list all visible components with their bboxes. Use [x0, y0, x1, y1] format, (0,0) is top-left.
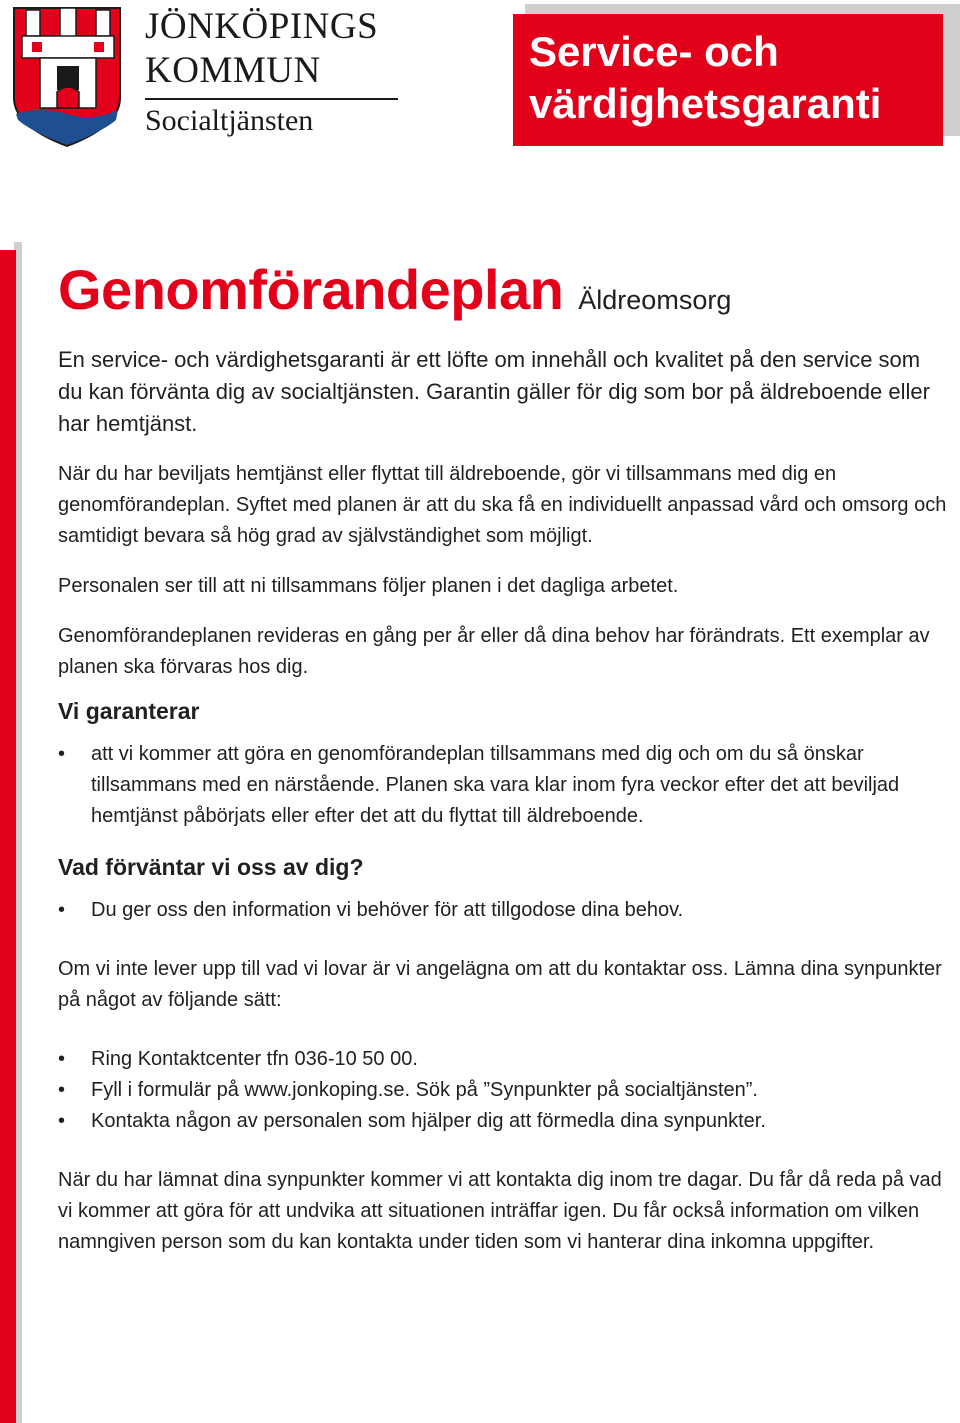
- title-main: Genomförandeplan: [58, 258, 564, 321]
- badge-text: [529, 26, 881, 130]
- list-item: • Fyll i formulär på www.jonkoping.se. Sök på ”Synpunkter på socialtjänsten”.: [58, 1075, 948, 1106]
- logo-line-kommun: KOMMUN: [145, 50, 321, 91]
- feedback-list: [58, 1044, 948, 1137]
- list-item: • Kontakta någon av personalen som hjälper dig att förmedla dina synpunkter.: [58, 1106, 948, 1137]
- bullet-icon: •: [58, 899, 66, 921]
- list-item: • att vi kommer att göra en genomförandeplan tillsammans med dig och om du så önskar tillsammans med en närstående. Planen ska vara klar inom fyra veckor efter det att beviljad hemtjänst påbörjats eller efter det att du flyttat till äldreboende.: [58, 739, 948, 832]
- document-body: [58, 258, 948, 1258]
- paragraph-revision: Genomförandeplanen revideras en gång per år eller då dina behov har förändrats. Ett exemplar av planen ska förvaras hos dig.: [58, 625, 930, 678]
- logo-line-socialtjansten: Socialtjänsten: [145, 104, 314, 137]
- bullet-icon: •: [58, 1110, 66, 1132]
- guarantee-badge: [513, 14, 943, 146]
- coat-of-arms-icon: [12, 2, 124, 148]
- list-item: • Du ger oss den information vi behöver för att tillgodose dina behov.: [58, 895, 948, 926]
- logo-divider: [145, 98, 398, 100]
- guarantee-list: [58, 739, 948, 832]
- left-stripe-red: [0, 250, 16, 1423]
- bullet-icon: •: [58, 1079, 66, 1101]
- list-item: • Ring Kontaktcenter tfn 036-10 50 00.: [58, 1044, 948, 1075]
- expectation-list: [58, 895, 948, 926]
- title-sub: Äldreomsorg: [578, 285, 732, 315]
- badge-line-1: Service- och: [529, 28, 779, 75]
- badge-line-2: värdighetsgaranti: [529, 80, 882, 127]
- municipality-logo: [12, 2, 392, 150]
- bullet-icon: •: [58, 743, 66, 765]
- page-title: [58, 258, 948, 321]
- paragraph-staff: Personalen ser till att ni tillsammans följer planen i det dagliga arbetet.: [58, 575, 679, 597]
- feedback-intro: Om vi inte lever upp till vad vi lovar är vi angelägna om att du kontaktar oss. Lämna dina synpunkter på något av följande sätt:: [58, 958, 942, 1011]
- logo-line-jonkopings: JÖNKÖPINGS: [145, 6, 379, 47]
- heading-guarantee: Vi garanterar: [58, 698, 200, 724]
- heading-expectation: Vad förväntar vi oss av dig?: [58, 854, 364, 880]
- bullet-icon: •: [58, 1048, 66, 1070]
- feedback-closing: När du har lämnat dina synpunkter kommer vi att kontakta dig inom tre dagar. Du får då reda på vad vi kommer att göra för att undvika att situationen inträffar igen. Du får också information om vilken namngiven person som du kan kontakta under tiden som vi hanterar dina inkomna uppgifter.: [58, 1169, 942, 1253]
- paragraph-plan: När du har beviljats hemtjänst eller flyttat till äldreboende, gör vi tillsammans med dig en genomförandeplan. Syftet med planen är att du ska få en individuellt anpassad vård och omsorg och samtidigt bevara så hög grad av självständighet som möjligt.: [58, 463, 947, 547]
- intro-paragraph: En service- och värdighetsgaranti är ett löfte om innehåll och kvalitet på den service som du kan förvänta dig av socialtjänsten. Garantin gäller för dig som bor på äldreboende eller har hemtjänst.: [58, 347, 930, 436]
